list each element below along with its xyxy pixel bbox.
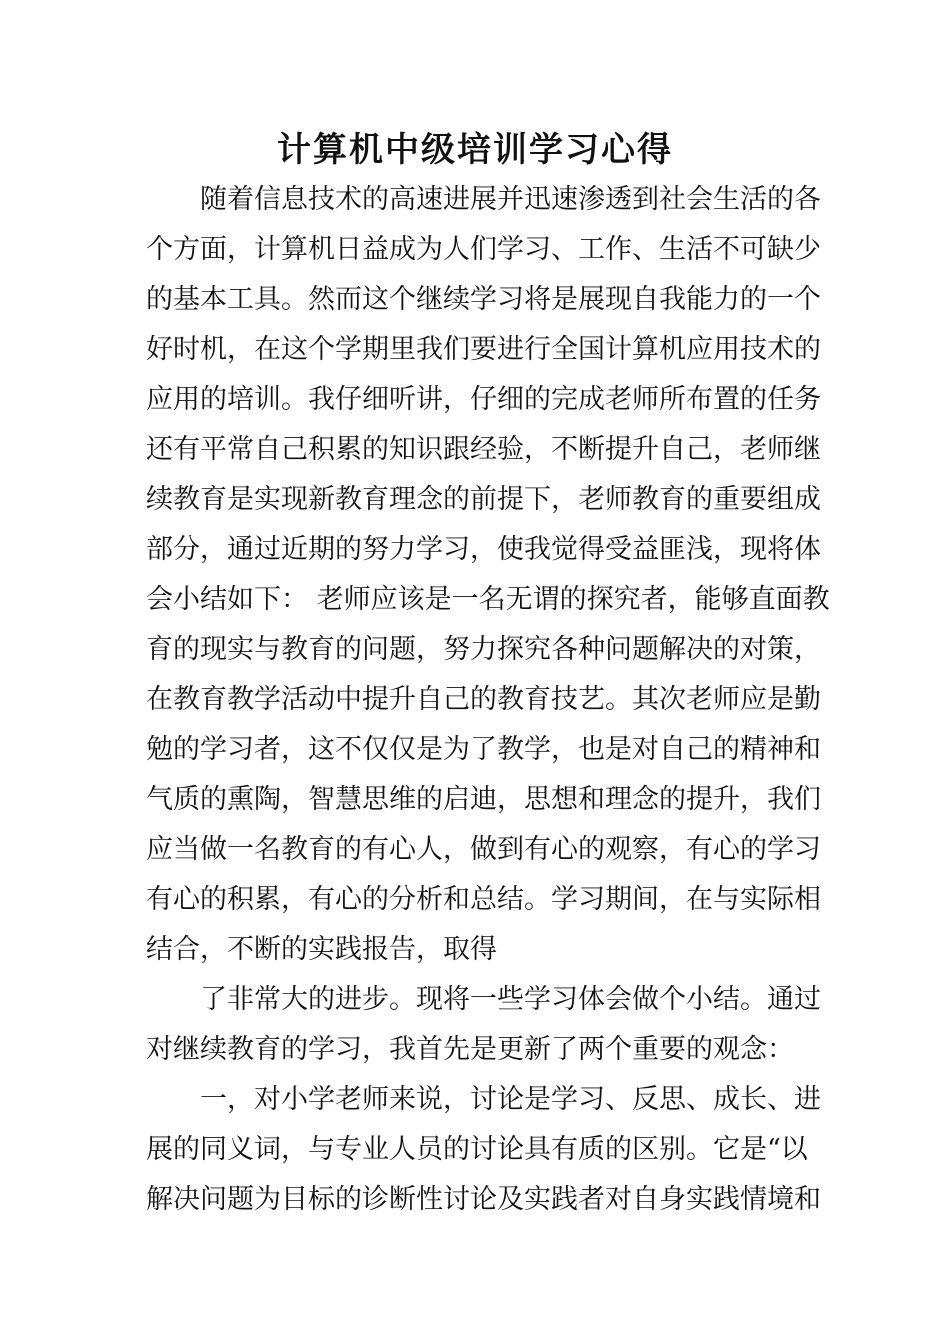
paragraph-line: 随着信息技术的高速进展并迅速渗透到社会生活的各 (200, 184, 821, 215)
paragraph-line: 育的现实与教育的问题，努力探究各种问题解决的对策， (146, 634, 821, 665)
paragraph-line: 展的同义词，与专业人员的讨论具有质的区别。它是“以 (146, 1134, 808, 1165)
paragraph-line: 好时机，在这个学期里我们要进行全国计算机应用技术的 (146, 334, 821, 365)
paragraph-line: 勉的学习者，这不仅仅是为了教学，也是对自己的精神和 (146, 734, 821, 765)
paragraph-line: 一，对小学老师来说，讨论是学习、反思、成长、进 (200, 1084, 821, 1115)
paragraph-line: 个方面，计算机日益成为人们学习、工作、生活不可缺少 (146, 234, 821, 265)
paragraph-line: 应当做一名教育的有心人，做到有心的观察，有心的学习 (146, 834, 821, 865)
paragraph-line: 气质的熏陶，智慧思维的启迪，思想和理念的提升，我们 (146, 784, 821, 815)
paragraph-line: 部分，通过近期的努力学习，使我觉得受益匪浅，现将体 (146, 534, 821, 565)
paragraph-line: 解决问题为目标的诊断性讨论及实践者对自身实践情境和 (146, 1184, 821, 1215)
paragraph-line: 结合，不断的实践报告，取得 (146, 934, 497, 965)
paragraph-line: 续教育是实现新教育理念的前提下，老师教育的重要组成 (146, 484, 821, 515)
paragraph-line: 在教育教学活动中提升自己的教育技艺。其次老师应是勤 (146, 684, 821, 715)
paragraph-line: 了非常大的进步。现将一些学习体会做个小结。通过 (200, 984, 821, 1015)
paragraph-line: 会小结如下： 老师应该是一名无谓的探究者，能够直面教 (146, 584, 830, 615)
document-title: 计算机中级培训学习心得 (277, 130, 673, 170)
paragraph-line: 对继续教育的学习，我首先是更新了两个重要的观念： (146, 1034, 794, 1065)
paragraph-line: 应用的培训。我仔细听讲，仔细的完成老师所布置的任务 (146, 384, 821, 415)
paragraph-line: 的基本工具。然而这个继续学习将是展现自我能力的一个 (146, 284, 821, 315)
paragraph-line: 有心的积累，有心的分析和总结。学习期间，在与实际相 (146, 884, 821, 915)
paragraph-line: 还有平常自己积累的知识跟经验，不断提升自己，老师继 (146, 434, 821, 465)
